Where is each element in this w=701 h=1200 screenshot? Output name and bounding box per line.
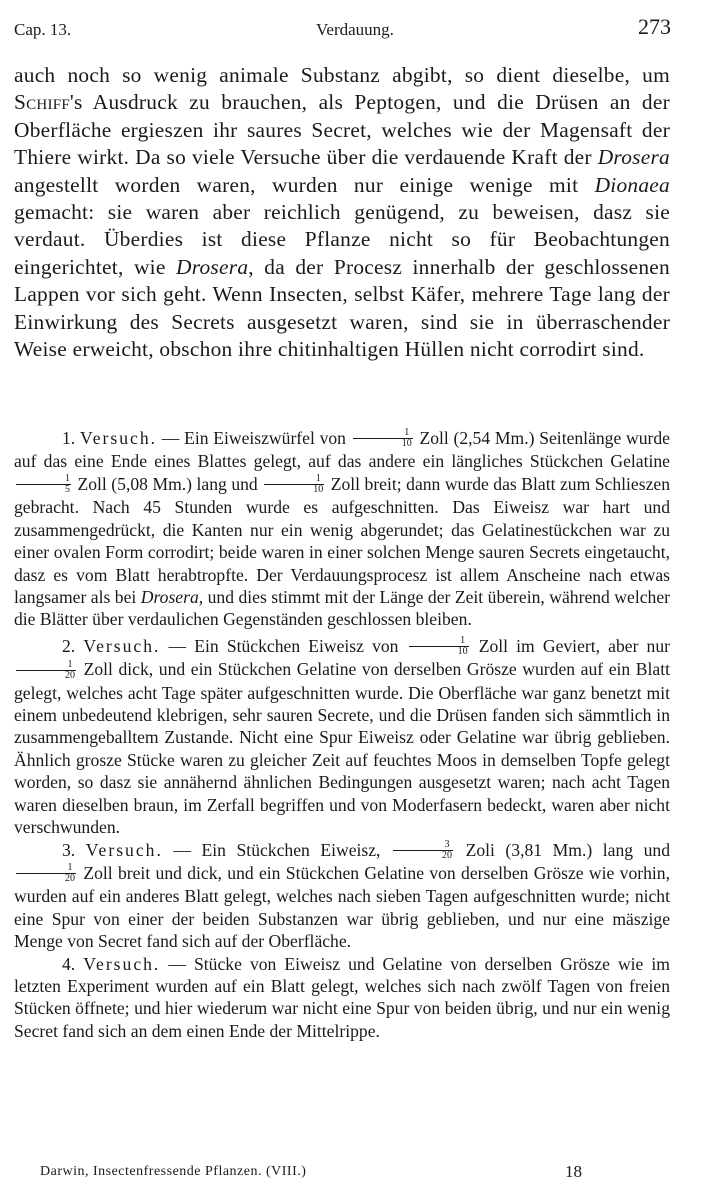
- genus-dionaea: Dionaea: [594, 172, 670, 197]
- text-run: 's Ausdruck zu brauchen, als Peptogen, und die Drüsen an der Oberfläche ergieszen ihr saures Secret, welches wie der Magensaft der Thiere wirkt. Da so viele Versuche über die verdauende Kraft der: [14, 90, 670, 170]
- experiment-4: [14, 953, 670, 1043]
- text-run: 20: [442, 849, 453, 861]
- text-run: 2.: [62, 635, 76, 656]
- text-run: 1: [16, 660, 76, 671]
- text-run: Zoll dick, und ein Stückchen Gelatine von derselben Grösze wurden auf ein Blatt gelegt, welches acht Tage später aufgeschnitten wurde. Die Oberfläche war ganz benetzt mit einem unbedeutend klebrigen, sehr sauren Secrete, und die Drüsen fanden sich sämmtlich in zusammengeballtem Zustande. Nicht eine Spur Eiweisz oder Gelatine war übrig geblieben. Ähnlich grosze Stücke waren zu gleicher Zeit auf feuchtes Moos in demselben Topfe gelegt worden, so dasz sie annähernd ähnlichen Bedingungen ausgesetzt waren; nach acht Tagen waren dieselben braun, im Zerfall begriffen und von Moderfasern bedeckt, waren aber nicht verschwunden.: [14, 659, 670, 838]
- text-run: Zoll (2,54 Mm.) Seitenlänge wurde auf das eine Ende eines Blattes gelegt, auf das andere ein längliches Stückchen Gelatine: [14, 428, 670, 472]
- genus-drosera: Drosera: [597, 145, 670, 170]
- text-run: — Ein Eiweiszwürfel von: [157, 428, 351, 448]
- text-run: — Ein Stückchen Eiweisz von: [160, 635, 407, 656]
- text-run: 1: [409, 636, 469, 647]
- text-run: 10: [401, 438, 412, 450]
- fraction: [353, 428, 413, 449]
- fraction: [16, 474, 71, 495]
- text-run: auch noch so wenig animale Substanz abgibt, so dient dieselbe, um: [14, 63, 670, 87]
- text-run: Zoll im Geviert, aber nur: [470, 635, 671, 656]
- page-footer: [40, 1162, 671, 1186]
- running-header: [14, 14, 671, 44]
- text-run: und dies stimmt mit der Länge der Zeit überein, während welcher die Blätter über verdaulichen Gegenständen geschlossen bleiben.: [14, 586, 670, 630]
- text-run: 10: [313, 484, 324, 496]
- text-run: gemacht: sie waren aber reichlich genügend, zu beweisen, dasz sie verdaut. Überdies ist diese Pflanze nicht so für Beobachtungen eingerichtet, wie: [14, 200, 670, 279]
- text-run: 3.: [62, 839, 76, 860]
- text-run: Zoll breit; dann wurde das Blatt zum Schlieszen gebracht. Nach 45 Stunden wurde es aufgeschnitten. Das Eiweisz war hart und zusammengedrückt, die Kanten nur ein wenig abgerundet; das Gelatinestückchen war zu einer ovalen Form corrodirt; beide waren in einer solchen Menge sauren Secrets eingetaucht, dasz es vom Blatt herabtropfte. Der Verdauungsprocesz ist allem Anscheine nach etwas langsamer als bei: [14, 473, 670, 607]
- text-run: 10: [457, 646, 468, 658]
- text-run: Zoll breit und dick, und ein Stückchen Gelatine von derselben Grösze wie vorhin, wurden auf ein anderes Blatt gelegt, welches nach sieben Tagen aufgeschnitten wurde; nicht eine Spur von einer der beiden Substanzen war übrig geblieben, und nur eine mäszige Menge von Secret fand sich auf der Oberfläche.: [14, 862, 670, 952]
- fraction: [393, 840, 453, 861]
- text-run: 1: [264, 474, 324, 485]
- text-run: 3: [393, 840, 453, 851]
- footer-imprint: Darwin, Insectenfressende Pflanzen. (VIII.): [40, 1164, 307, 1179]
- text-run: Zoli (3,81 Mm.) lang und: [455, 839, 671, 860]
- experiment-3: [14, 839, 670, 953]
- text-run: 1: [16, 474, 71, 485]
- fraction: [16, 863, 76, 884]
- main-paragraph: [14, 62, 670, 363]
- experiment-label: Versuch.: [83, 635, 161, 656]
- author-name-schiff: Schiff: [14, 90, 70, 115]
- genus-drosera: Drosera,: [140, 586, 204, 607]
- text-run: angestellt worden waren, wurden nur einige wenige mit: [14, 172, 595, 197]
- text-run: 20: [65, 669, 75, 681]
- experiment-label: Versuch.: [83, 953, 161, 974]
- fraction: [16, 660, 76, 681]
- text-run: Zoll (5,08 Mm.) lang und: [73, 473, 263, 494]
- text-run: 1: [353, 428, 413, 439]
- text-run: — Ein Stückchen Eiweisz,: [162, 839, 392, 860]
- text-run: 4.: [62, 953, 76, 974]
- running-title: Verdauung.: [316, 20, 394, 39]
- text-run: , da der Procesz innerhalb der geschlossenen Lappen vor sich geht. Wenn Insecten, selbst Käfer, mehrere Tage lang der Einwirkung des Secrets ausgesetzt waren, sind sie in überraschender Weise erweicht, obschon ihre chitinhaltigen Hüllen nicht corrodirt sind.: [14, 254, 671, 362]
- experiment-label: Versuch.: [85, 839, 163, 860]
- text-run: — Stücke von Eiweisz und Gelatine von derselben Grösze wie im letzten Experiment wurden auf ein Blatt gelegt, welches sich nach zwölf Tagen von freien Stücken öffnete; und hier wiederum war nicht eine Spur von beiden übrig, und nur ein wenig Secret fand sich an dem einen Ende der Mittelrippe.: [14, 953, 670, 1041]
- genus-drosera: Drosera: [176, 254, 249, 279]
- experiments-section: [14, 427, 670, 1042]
- page-number: 273: [638, 14, 671, 39]
- text-run: 1.: [62, 428, 76, 448]
- signature-mark: 18: [565, 1162, 582, 1181]
- text-run: 1: [16, 863, 76, 874]
- fraction: [264, 474, 324, 495]
- text-run: 20: [65, 873, 75, 885]
- fraction: [409, 636, 469, 657]
- experiment-2: [14, 635, 670, 839]
- experiment-label: Versuch.: [79, 428, 158, 448]
- text-run: 5: [65, 484, 70, 496]
- experiment-1: [14, 427, 670, 631]
- chapter-label: Cap. 13.: [14, 20, 72, 39]
